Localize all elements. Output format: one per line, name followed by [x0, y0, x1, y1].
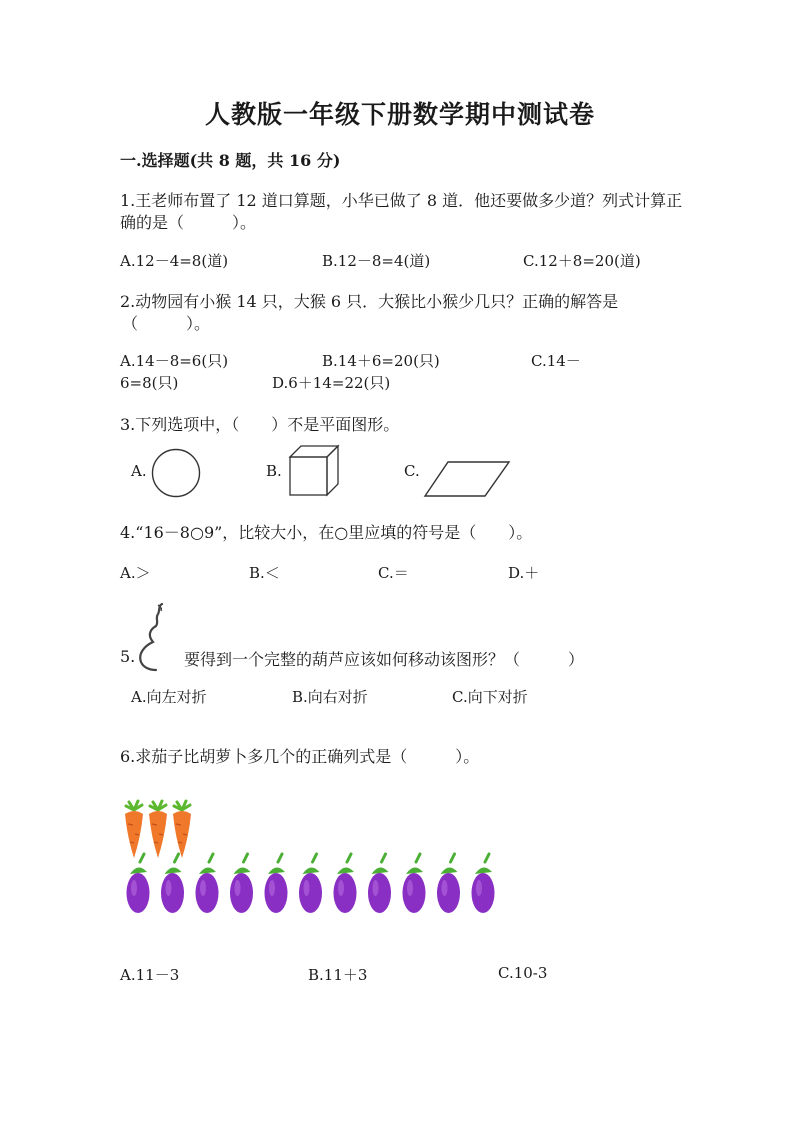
- question-1-line-1: 1.王老师布置了 12 道口算题，小华已做了 8 道．他还要做多少道？列式计算正: [120, 191, 683, 210]
- question-4-option-d[interactable]: D.＋: [508, 564, 540, 582]
- eggplant-icon: [437, 854, 460, 913]
- cube-icon: [287, 444, 343, 498]
- eggplant-icon: [127, 854, 150, 913]
- question-2-option-a[interactable]: A.14－8=6(只): [120, 352, 229, 370]
- question-3-line-1: 3.下列选项中，（ ）不是平面图形。: [120, 415, 400, 434]
- eggplant-icon: [196, 854, 219, 913]
- page-title: 人教版一年级下册数学期中测试卷: [204, 100, 595, 129]
- section-heading: 一.选择题(共 8 题，共 16 分): [120, 151, 341, 170]
- eggplant-icon: [161, 854, 184, 913]
- question-2-option-c[interactable]: C.14－: [531, 352, 581, 370]
- circle-icon: [150, 447, 204, 499]
- carrot-icon: [173, 801, 191, 858]
- question-6-option-a[interactable]: A.11－3: [120, 966, 180, 984]
- question-5-option-b[interactable]: B.向右对折: [292, 688, 368, 706]
- question-5-option-c[interactable]: C.向下对折: [452, 688, 528, 706]
- question-2-option-b[interactable]: B.14＋6=20(只): [322, 352, 440, 370]
- question-3-option-a[interactable]: A.: [131, 462, 147, 480]
- question-2-line-2: （ ）。: [122, 314, 211, 333]
- question-5-line-1: 要得到一个完整的葫芦应该如何移动该图形？（ ）: [184, 650, 585, 669]
- eggplant-icon: [403, 854, 426, 913]
- question-5-number: 5.: [120, 647, 136, 666]
- eggplant-icon: [368, 854, 391, 913]
- question-1-option-b[interactable]: B.12－8=4(道): [322, 252, 431, 270]
- eggplant-icon: [334, 854, 357, 913]
- question-2-option-c-cont: 6=8(只): [120, 374, 179, 392]
- eggplant-icon: [299, 854, 322, 913]
- parallelogram-icon: [422, 459, 512, 499]
- carrot-icon: [125, 801, 143, 858]
- question-2-option-d[interactable]: D.6＋14=22(只): [272, 374, 391, 392]
- question-4-option-a[interactable]: A.＞: [120, 564, 151, 582]
- half-gourd-icon: [136, 602, 176, 672]
- question-1-option-a[interactable]: A.12－4=8(道): [120, 252, 229, 270]
- question-5-option-a[interactable]: A.向左对折: [131, 688, 207, 706]
- carrot-icon: [149, 801, 167, 858]
- question-6-line-1: 6.求茄子比胡萝卜多几个的正确列式是（ ）。: [120, 747, 480, 766]
- eggplant-icon: [265, 854, 288, 913]
- question-3-option-b[interactable]: B.: [266, 462, 282, 480]
- eggplant-icon: [230, 854, 253, 913]
- eggplant-icon: [472, 854, 495, 913]
- vegetable-picture: [120, 800, 520, 922]
- question-4-option-c[interactable]: C.＝: [378, 564, 409, 582]
- question-4-line-1: 4.“16－8○9”，比较大小，在○里应填的符号是（ ）。: [120, 523, 533, 542]
- question-2-line-1: 2.动物园有小猴 14 只，大猴 6 只．大猴比小猴少几只？正确的解答是: [120, 292, 619, 311]
- question-1-option-c[interactable]: C.12＋8=20(道): [523, 252, 641, 270]
- question-3-option-c[interactable]: C.: [404, 462, 420, 480]
- question-4-option-b[interactable]: B.＜: [249, 564, 280, 582]
- question-6-option-c[interactable]: C.10-3: [498, 964, 548, 982]
- carrot-row: [125, 801, 191, 858]
- question-6-option-b[interactable]: B.11＋3: [308, 966, 368, 984]
- eggplant-row: [127, 854, 495, 913]
- question-1-line-2: 确的是（ ）。: [120, 213, 257, 232]
